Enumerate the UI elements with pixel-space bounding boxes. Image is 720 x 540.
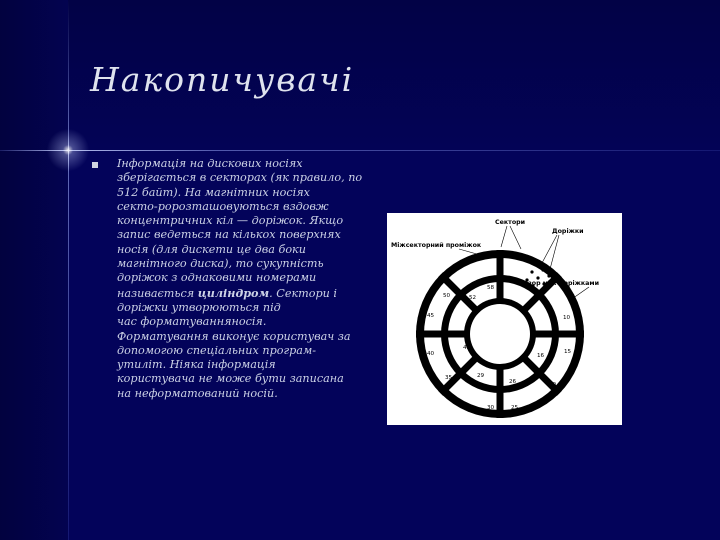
sector-number: 25 [511,405,519,411]
text-line: запис ведеться на кількох поверхнях [117,228,341,242]
left-band [0,0,68,540]
bullet-marker [92,162,98,168]
term-cylinder: циліндром [197,285,270,300]
text-line: Форматування виконує користувач за [117,329,351,343]
text-line: носія (для дискети це два боки [117,242,306,256]
label-tracks: Доріжки [552,228,584,235]
disk-diagram-svg [387,213,622,425]
sector-number: 15 [564,349,572,355]
text-line: 512 байт). На магнітних носіях [117,185,310,199]
slide-title: Накопичувачі [90,60,355,99]
sector-number: 45 [427,313,435,319]
text-line: доріжки утворюються під [117,300,281,314]
text-line: утиліт. Ніяка інформація [117,358,276,372]
text-line: час форматуванняносія. [117,315,267,329]
sector-number: 00 [509,253,517,259]
sector-number: 26 [509,379,517,385]
track-dot [536,290,539,293]
sector-number: 35 [445,375,453,381]
text-line: доріжок з однаковими номерами [117,271,317,285]
sector-number: 58 [487,285,495,291]
sector-number: 50 [443,293,451,299]
sector-number: 10 [563,315,571,321]
text-line: на неформатований носій. [117,386,278,400]
text-line: Інформація на дискових носіях [117,157,303,170]
label-sectors: Сектори [495,219,526,226]
leader-tracks [542,235,557,263]
text-fragment: . Сектори і [269,286,337,300]
text-fragment: називається [117,286,198,300]
text-line: концентричних кіл — доріжок. Якщо [117,214,344,228]
label-track-gap: Зазор між доріжками [519,280,599,287]
track-dot [541,268,544,271]
bullet-text [117,157,379,401]
sector-number: 59 [484,253,492,259]
vertical-accent-line [68,0,69,540]
sector-number: 16 [537,353,545,359]
track-dot [530,270,533,273]
leader-sectors [510,226,521,249]
disk-center [470,304,530,364]
text-line: користувача не може бути записана [117,372,344,386]
label-intersector-gap: Міжсекторний проміжок [391,242,482,249]
horizontal-accent-line [0,150,720,151]
text-line: магнітного диска), то сукупність [117,257,324,271]
sector-number: 20 [549,382,557,388]
track-dot [535,263,538,266]
sector-number: 29 [477,373,485,379]
light-flare [38,120,98,180]
leader-sectors [501,226,507,247]
text-line: зберігається в секторах (як правило, по [117,171,363,185]
text-line [117,286,379,301]
sector-number: 52 [469,295,477,301]
disk-diagram [387,213,622,425]
sector-number: 55 [455,265,463,271]
sector-number: 40 [427,351,435,357]
track-dot [547,274,550,277]
text-line: секто-ророзташовуються вздовж [117,199,329,213]
sector-number: 30 [487,405,495,411]
text-line: допомогою спеціальних програм- [117,343,317,357]
sector-number: 41 [463,345,471,351]
